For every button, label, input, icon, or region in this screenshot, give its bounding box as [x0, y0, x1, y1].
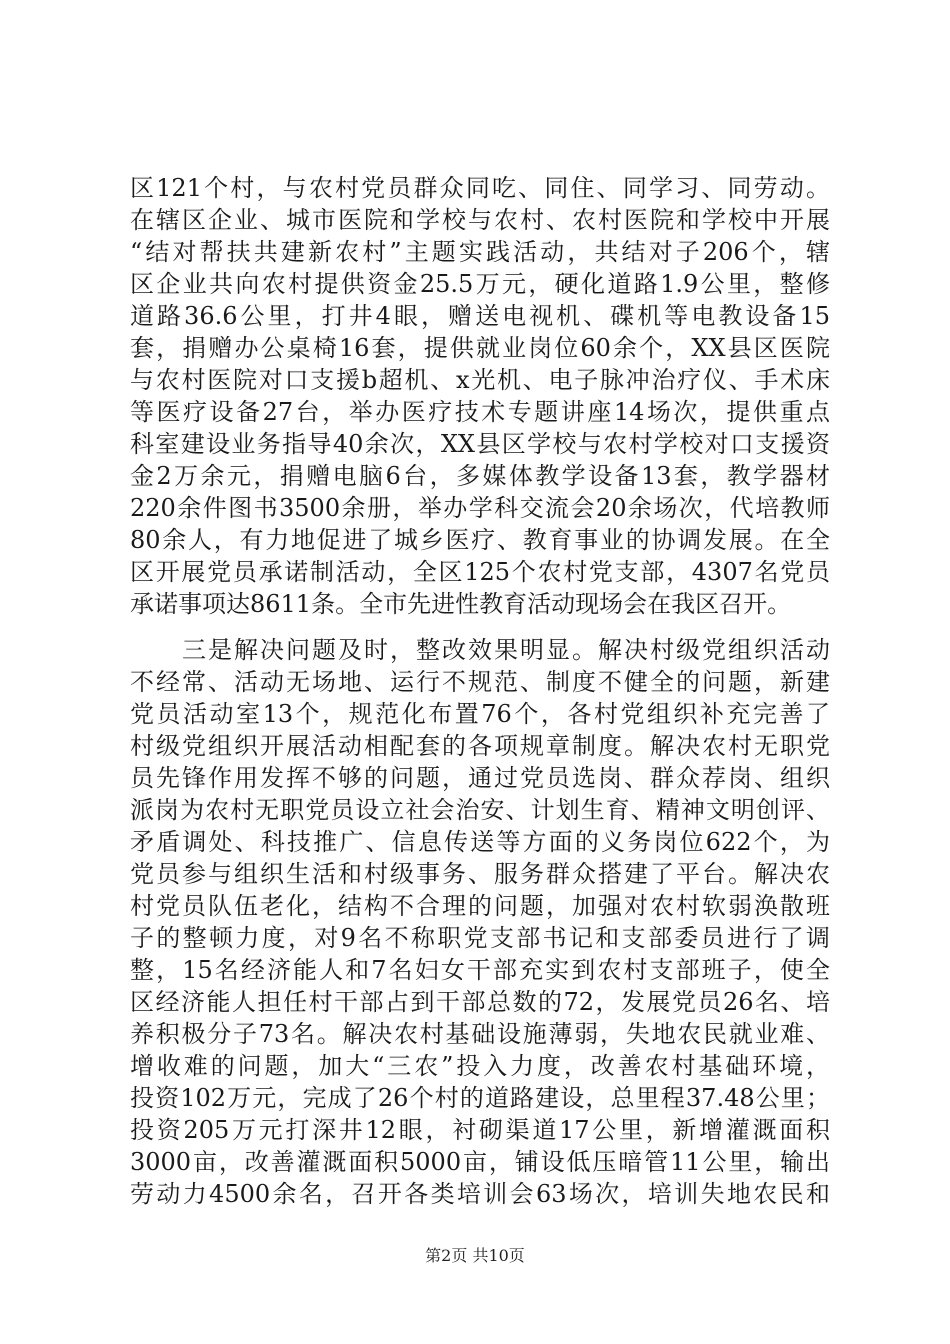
text-line: 金2万余元，捐赠电脑6台，多媒体教学设备13套，教学器材	[130, 462, 830, 490]
text-line: 投资102万元，完成了26个村的道路建设，总里程37.48公里；	[130, 1084, 830, 1112]
page-number: 第2页 共10页	[425, 1246, 525, 1265]
text-line: 不经常、活动无场地、运行不规范、制度不健全的问题，新建	[130, 668, 830, 696]
text-line: 与农村医院对口支援b超机、x光机、电子脉冲治疗仪、手术床	[130, 366, 830, 394]
text-line: 区经济能人担任村干部占到干部总数的72，发展党员26名、培	[130, 988, 830, 1016]
text-line: 套，捐赠办公桌椅16套，提供就业岗位60余个，XX县区医院	[130, 334, 830, 362]
text-line: 村级党组织开展活动相配套的各项规章制度。解决农村无职党	[130, 732, 830, 760]
text-line: 区121个村，与农村党员群众同吃、同住、同学习、同劳动。	[130, 174, 830, 202]
text-line: 矛盾调处、科技推广、信息传送等方面的义务岗位622个，为	[130, 828, 830, 856]
text-line: 220余件图书3500余册，举办学科交流会20余场次，代培教师	[130, 494, 830, 522]
text-line: 劳动力4500余名，召开各类培训会63场次，培训失地农民和	[130, 1180, 830, 1208]
text-line: 区企业共向农村提供资金25.5万元，硬化道路1.9公里，整修	[130, 270, 830, 298]
paragraph-2	[130, 634, 830, 1210]
text-line: 三是解决问题及时，整改效果明显。解决村级党组织活动	[130, 636, 830, 664]
text-line: 党员参与组织生活和村级事务、服务群众搭建了平台。解决农	[130, 860, 830, 888]
paragraph-1	[130, 172, 830, 620]
text-line: 等医疗设备27台，举办医疗技术专题讲座14场次，提供重点	[130, 398, 830, 426]
text-line: “结对帮扶共建新农村”主题实践活动，共结对子206个，辖	[130, 238, 830, 266]
page-footer	[0, 1243, 950, 1266]
text-line: 增收难的问题，加大“三农”投入力度，改善农村基础环境，	[130, 1052, 830, 1080]
text-line: 投资205万元打深井12眼，衬砌渠道17公里，新增灌溉面积	[130, 1116, 830, 1144]
text-line: 承诺事项达8611条。全市先进性教育活动现场会在我区召开。	[130, 590, 792, 618]
text-line: 3000亩，改善灌溉面积5000亩，铺设低压暗管11公里，输出	[130, 1148, 830, 1176]
text-line: 在辖区企业、城市医院和学校与农村、农村医院和学校中开展	[130, 206, 830, 234]
text-line: 科室建设业务指导40余次，XX县区学校与农村学校对口支援资	[130, 430, 830, 458]
text-line: 派岗为农村无职党员设立社会治安、计划生育、精神文明创评、	[130, 796, 830, 824]
text-line: 党员活动室13个，规范化布置76个，各村党组织补充完善了	[130, 700, 830, 728]
text-line: 区开展党员承诺制活动，全区125个农村党支部，4307名党员	[130, 558, 830, 586]
text-line: 子的整顿力度，对9名不称职党支部书记和支部委员进行了调	[130, 924, 830, 952]
text-line: 道路36.6公里，打井4眼，赠送电视机、碟机等电教设备15	[130, 302, 830, 330]
text-line: 养积极分子73名。解决农村基础设施薄弱，失地农民就业难、	[130, 1020, 830, 1048]
text-line: 村党员队伍老化，结构不合理的问题，加强对农村软弱涣散班	[130, 892, 830, 920]
text-line: 80余人，有力地促进了城乡医疗、教育事业的协调发展。在全	[130, 526, 830, 554]
text-line: 整，15名经济能人和7名妇女干部充实到农村支部班子，使全	[130, 956, 830, 984]
text-line: 员先锋作用发挥不够的问题，通过党员选岗、群众荐岗、组织	[130, 764, 830, 792]
